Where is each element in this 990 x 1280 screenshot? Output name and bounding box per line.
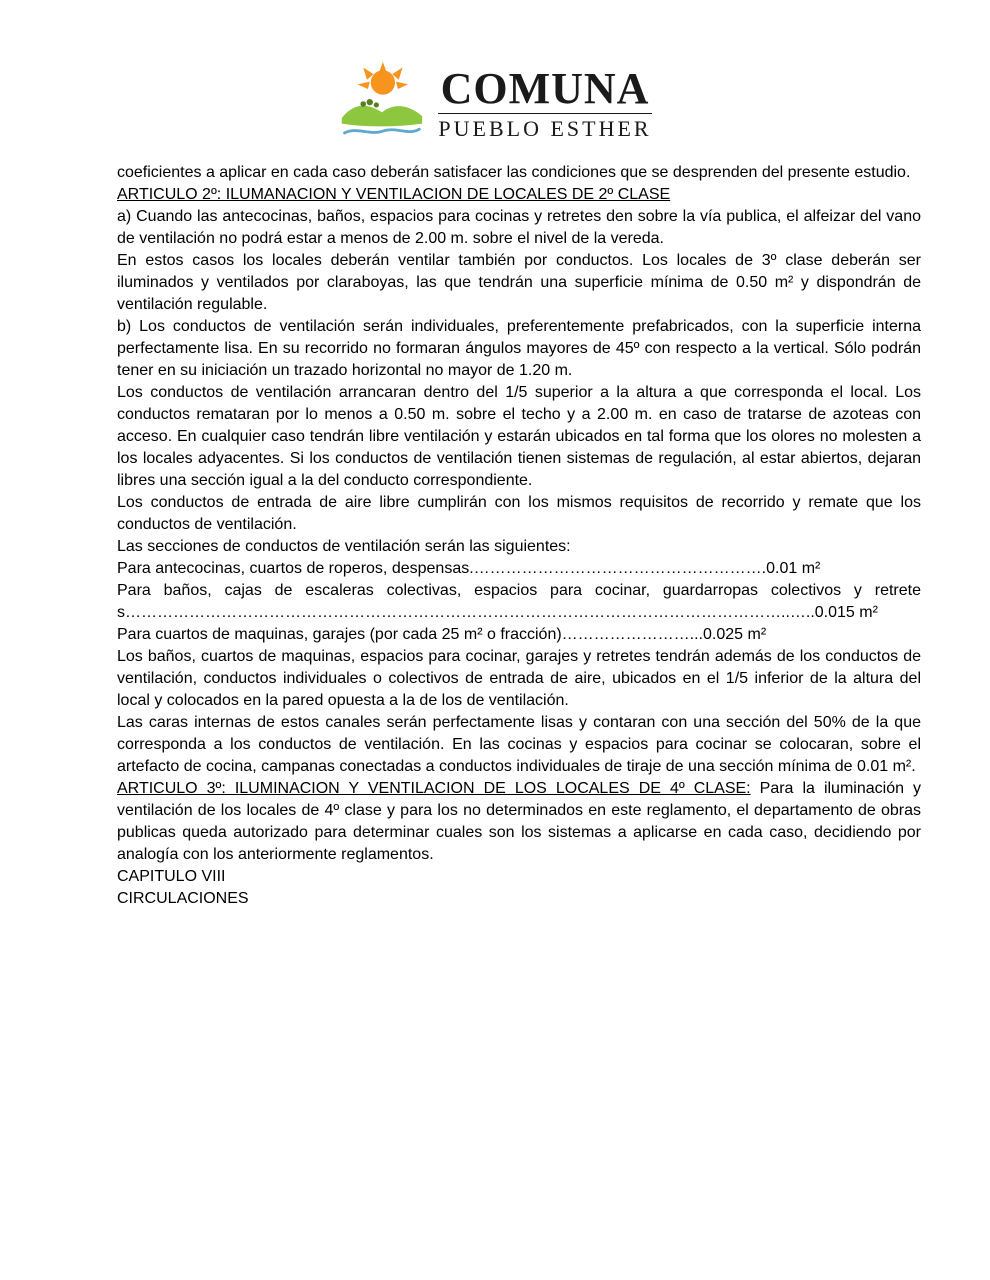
org-name: COMUNA [440, 63, 650, 113]
paragraph-conductos-arrancaran: Los conductos de ventilación arrancaran dentro del 1/5 superior a la altura a que corresponda el local. Los conductos remataran por lo menos a 0.50 m. sobre el techo y a 2.00 m. en caso de tratarse de azoteas con acceso. En cualquier caso tendrán libre ventilación y estarán ubicados en tal forma que los olores no molesten a los locales adyacentes. Si los conductos de ventilación tienen sistemas de regulación, al estar abiertos, dejaran libres una sección igual a la del conducto correspondiente. [117, 384, 921, 489]
paragraph-banos-cuartos: Los baños, cuartos de maquinas, espacios para cocinar, garajes y retretes tendrán además de los conductos de ventilación, conductos individuales o colectivos de entrada de aire, ubicados en el 1/5 inferior de la altura del local y colocados en la pared opuesta a la de los de ventilación. [117, 648, 921, 709]
document-body [117, 162, 921, 910]
org-subtitle: PUEBLO ESTHER [438, 113, 651, 142]
article-3-heading: ARTICULO 3º: ILUMINACION Y VENTILACION DE LOS LOCALES DE 4º CLASE: [117, 780, 751, 797]
paragraph-secciones-intro: Las secciones de conductos de ventilación serán las siguientes: [117, 538, 571, 555]
paragraph-coeficientes: coeficientes a aplicar en cada caso deberán satisfacer las condiciones que se desprenden del presente estudio. [117, 164, 911, 181]
logo-text [438, 63, 652, 142]
article-3-text: Para la iluminación y ventilación de los locales de 4º clase y para los no determinados en este reglamento, el departamento de obras publicas queda autorizado para determinar cuales son los sistemas a aplicarse en cada caso, decidiendo por analogía con los anteriormente reglamentos. [117, 780, 922, 863]
paragraph-entrada-aire: Los conductos de entrada de aire libre cumplirán con los mismos requisitos de recorrido y remate que los conductos de ventilación. [117, 494, 921, 533]
wave-icon [345, 129, 420, 133]
comuna-logo [0, 58, 990, 150]
sun-hills-logo-icon [338, 61, 424, 147]
chapter-heading: CAPITULO VIII [117, 868, 226, 885]
article-3-block [117, 778, 921, 866]
paragraph-estos-casos: En estos casos los locales deberán ventilar también por conductos. Los locales de 3º clase deberán ser iluminados y ventilados por claraboyas, las que tendrán una superficie mínima de 0.50 m² y dispondrán de ventilación regulable. [117, 252, 921, 313]
paragraph-caras-internas: Las caras internas de estos canales serán perfectamente lisas y contaran con una sección del 50% de la que corresponda a los conductos de ventilación. En las cocinas y espacios para cocinar se colocaran, sobre el artefacto de cocina, campanas conectadas a conductos individuales de tiraje de una sección mínima de 0.01 m². [117, 714, 921, 775]
trees-icon [361, 99, 380, 108]
sun-icon [371, 70, 395, 94]
leader-line-banos: Para baños, cajas de escaleras colectivas, espacios para cocinar, guardarropas colectivos y retretes……………………………………………………………………………………………………………..…..0.015 m² [117, 582, 921, 621]
leader-line-cuartos-maquinas: Para cuartos de maquinas, garajes (por cada 25 m² o fracción)……………………...0.025 m² [117, 626, 767, 643]
paragraph-item-b: b) Los conductos de ventilación serán individuales, preferentemente prefabricados, con la superficie interna perfectamente lisa. En su recorrido no formaran ángulos mayores de 45º con respecto a la vertical. Sólo podrán tener en su iniciación un trazado horizontal no mayor de 1.20 m. [117, 318, 921, 379]
article-2-heading: ARTICULO 2º: ILUMANACION Y VENTILACION DE LOCALES DE 2º CLASE [117, 186, 671, 203]
leader-line-antecocinas: Para antecocinas, cuartos de roperos, despensas.……………………………………………….0.01 m² [117, 560, 821, 577]
section-heading-circulaciones: CIRCULACIONES [117, 890, 249, 907]
paragraph-item-a: a) Cuando las antecocinas, baños, espacios para cocinas y retretes den sobre la vía publica, el alfeizar del vano de ventilación no podrá estar a menos de 2.00 m. sobre el nivel de la vereda. [117, 208, 921, 247]
hills-icon [342, 106, 422, 127]
